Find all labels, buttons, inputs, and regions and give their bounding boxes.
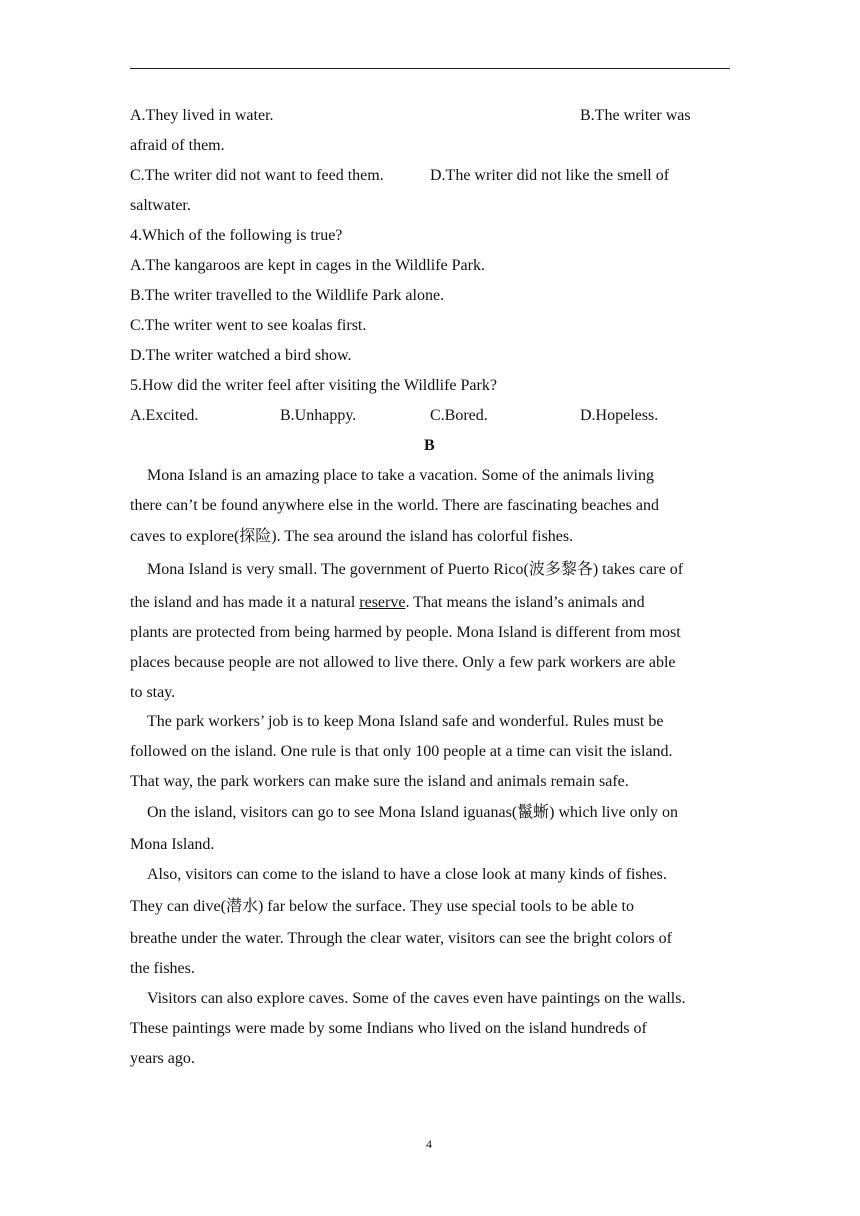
passage-line: Mona Island. [130,836,215,853]
page-number: 4 [426,1137,432,1151]
q3-option-a: A.They lived in water. [130,107,274,124]
q5-option-c: C.Bored. [430,407,488,424]
q3-option-d: D.The writer did not like the smell of [430,167,670,184]
passage-line: The park workers’ job is to keep Mona Island safe and wonderful. Rules must be [147,713,664,730]
passage-line: plants are protected from being harmed by people. Mona Island is different from most [130,624,681,641]
passage-text: the island and has made it a natural [130,594,360,611]
q3-option-b-cont: afraid of them. [130,137,225,154]
q4-stem: 4.Which of the following is true? [130,227,343,244]
passage-text: . That means the island’s animals and [405,594,645,611]
passage-line: These paintings were made by some Indians who lived on the island hundreds of [130,1020,647,1037]
passage-line: there can’t be found anywhere else in the world. There are fascinating beaches and [130,497,659,514]
q4-option-a: A.The kangaroos are kept in cages in the Wildlife Park. [130,257,485,274]
passage-line: Mona Island is very small. The government of Puerto Rico(波多黎各) takes care of [147,561,684,578]
q5-option-b: B.Unhappy. [280,407,357,424]
underlined-word-reserve: reserve [359,594,406,611]
passage-line: followed on the island. One rule is that only 100 people at a time can visit the island. [130,743,673,760]
q4-option-d: D.The writer watched a bird show. [130,347,352,364]
passage-line: places because people are not allowed to live there. Only a few park workers are able [130,654,676,671]
passage-line: Mona Island is an amazing place to take a vacation. Some of the animals living [147,467,654,484]
passage-line: the fishes. [130,960,195,977]
passage-line: Visitors can also explore caves. Some of the caves even have paintings on the walls. [147,990,686,1007]
header-rule [130,68,730,69]
q3-option-d-cont: saltwater. [130,197,191,214]
passage-line [130,593,645,613]
q5-option-a: A.Excited. [130,407,199,424]
passage-line: breathe under the water. Through the clear water, visitors can see the bright colors of [130,930,672,947]
q3-option-c: C.The writer did not want to feed them. [130,167,384,184]
passage-line: to stay. [130,684,176,701]
q5-option-d: D.Hopeless. [580,407,659,424]
passage-line: caves to explore(探险). The sea around the island has colorful fishes. [130,528,574,545]
passage-line: years ago. [130,1050,195,1067]
section-heading: B [424,437,435,454]
q3-option-b: B.The writer was [580,107,691,124]
q4-option-c: C.The writer went to see koalas first. [130,317,367,334]
passage-line: That way, the park workers can make sure the island and animals remain safe. [130,773,629,790]
q5-stem: 5.How did the writer feel after visiting the Wildlife Park? [130,377,497,394]
passage-line: Also, visitors can come to the island to have a close look at many kinds of fishes. [147,866,667,883]
passage-line: They can dive(潜水) far below the surface. They use special tools to be able to [130,898,634,915]
passage-line: On the island, visitors can go to see Mona Island iguanas(鬣蜥) which live only on [147,804,679,821]
q4-option-b: B.The writer travelled to the Wildlife Park alone. [130,287,445,304]
